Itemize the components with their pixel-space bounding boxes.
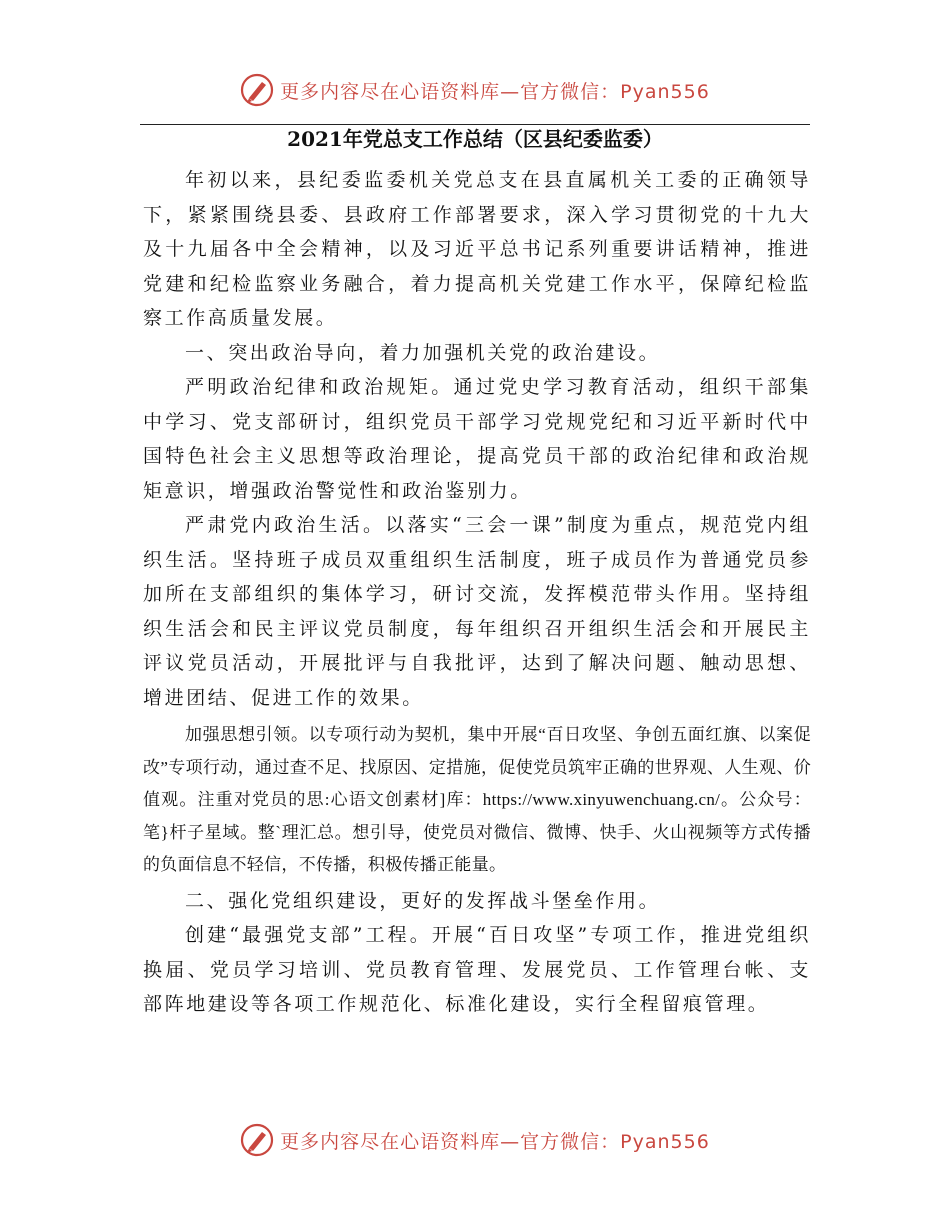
paragraph-ideological-guidance: 加强思想引领。以专项行动为契机，集中开展“百日攻坚、争创五面红旗、以案促改”专项行动，通过查不足、找原因、定措施，促使党员筑牢正确的世界观、人生观、价值观。注重对党员的思:心语文创素材]库：https://www.xinyuwenchuang.cn/。公众号：笔}杆子星域。整`理汇总。想引导，使党员对微信、微博、快手、火山视频等方式传播的负面信息不轻信，不传播，积极传播正能量。	[143, 725, 811, 874]
section-heading-2: 二、强化党组织建设，更好的发挥战斗堡垒作用。	[185, 889, 661, 912]
paragraph-party-life: 严肃党内政治生活。以落实“三会一课”制度为重点，规范党内组织生活。坚持班子成员双重组织生活制度，班子成员作为普通党员参加所在支部组织的集体学习，研讨交流，发挥模范带头作用。坚持组织生活会和民主评议党员制度，每年组织召开组织生活会和开展民主评议党员活动，开展批评与自我批评，达到了解决问题、触动思想、增进团结、促进工作的效果。	[143, 514, 811, 709]
paragraph-intro: 年初以来，县纪委监委机关党总支在县直属机关工委的正确领导下，紧紧围绕县委、县政府工作部署要求，深入学习贯彻党的十九大及十九届各中全会精神，以及习近平总书记系列重要讲话精神，推进党建和纪检监察业务融合，着力提高机关党建工作水平，保障纪检监察工作高质量发展。	[143, 169, 811, 329]
pen-logo-icon	[240, 1123, 274, 1157]
pen-logo-icon	[240, 73, 274, 107]
footer-watermark	[0, 1120, 950, 1160]
paragraph-strongest-branch: 创建“最强党支部”工程。开展“百日攻坚”专项工作，推进党组织换届、党员学习培训、党员教育管理、发展党员、工作管理台帐、支部阵地建设等各项工作规范化、标准化建设，实行全程留痕管理。	[143, 924, 811, 1015]
paragraph-political-discipline: 严明政治纪律和政治规矩。通过党史学习教育活动，组织干部集中学习、党支部研讨，组织党员干部学习党规党纪和习近平新时代中国特色社会主义思想等政治理论，提高党员干部的政治纪律和政治规矩意识，增强政治警觉性和政治鉴别力。	[143, 376, 811, 502]
section-heading-1: 一、突出政治导向，着力加强机关党的政治建设。	[185, 341, 661, 364]
document-title: 2021年党总支工作总结（区县纪委监委）	[287, 127, 663, 151]
header-watermark	[0, 70, 950, 110]
document-body	[143, 163, 811, 1022]
watermark-text: 更多内容尽在心语资料库—官方微信：Pyan556	[280, 1130, 710, 1153]
watermark-text: 更多内容尽在心语资料库—官方微信：Pyan556	[280, 80, 710, 103]
